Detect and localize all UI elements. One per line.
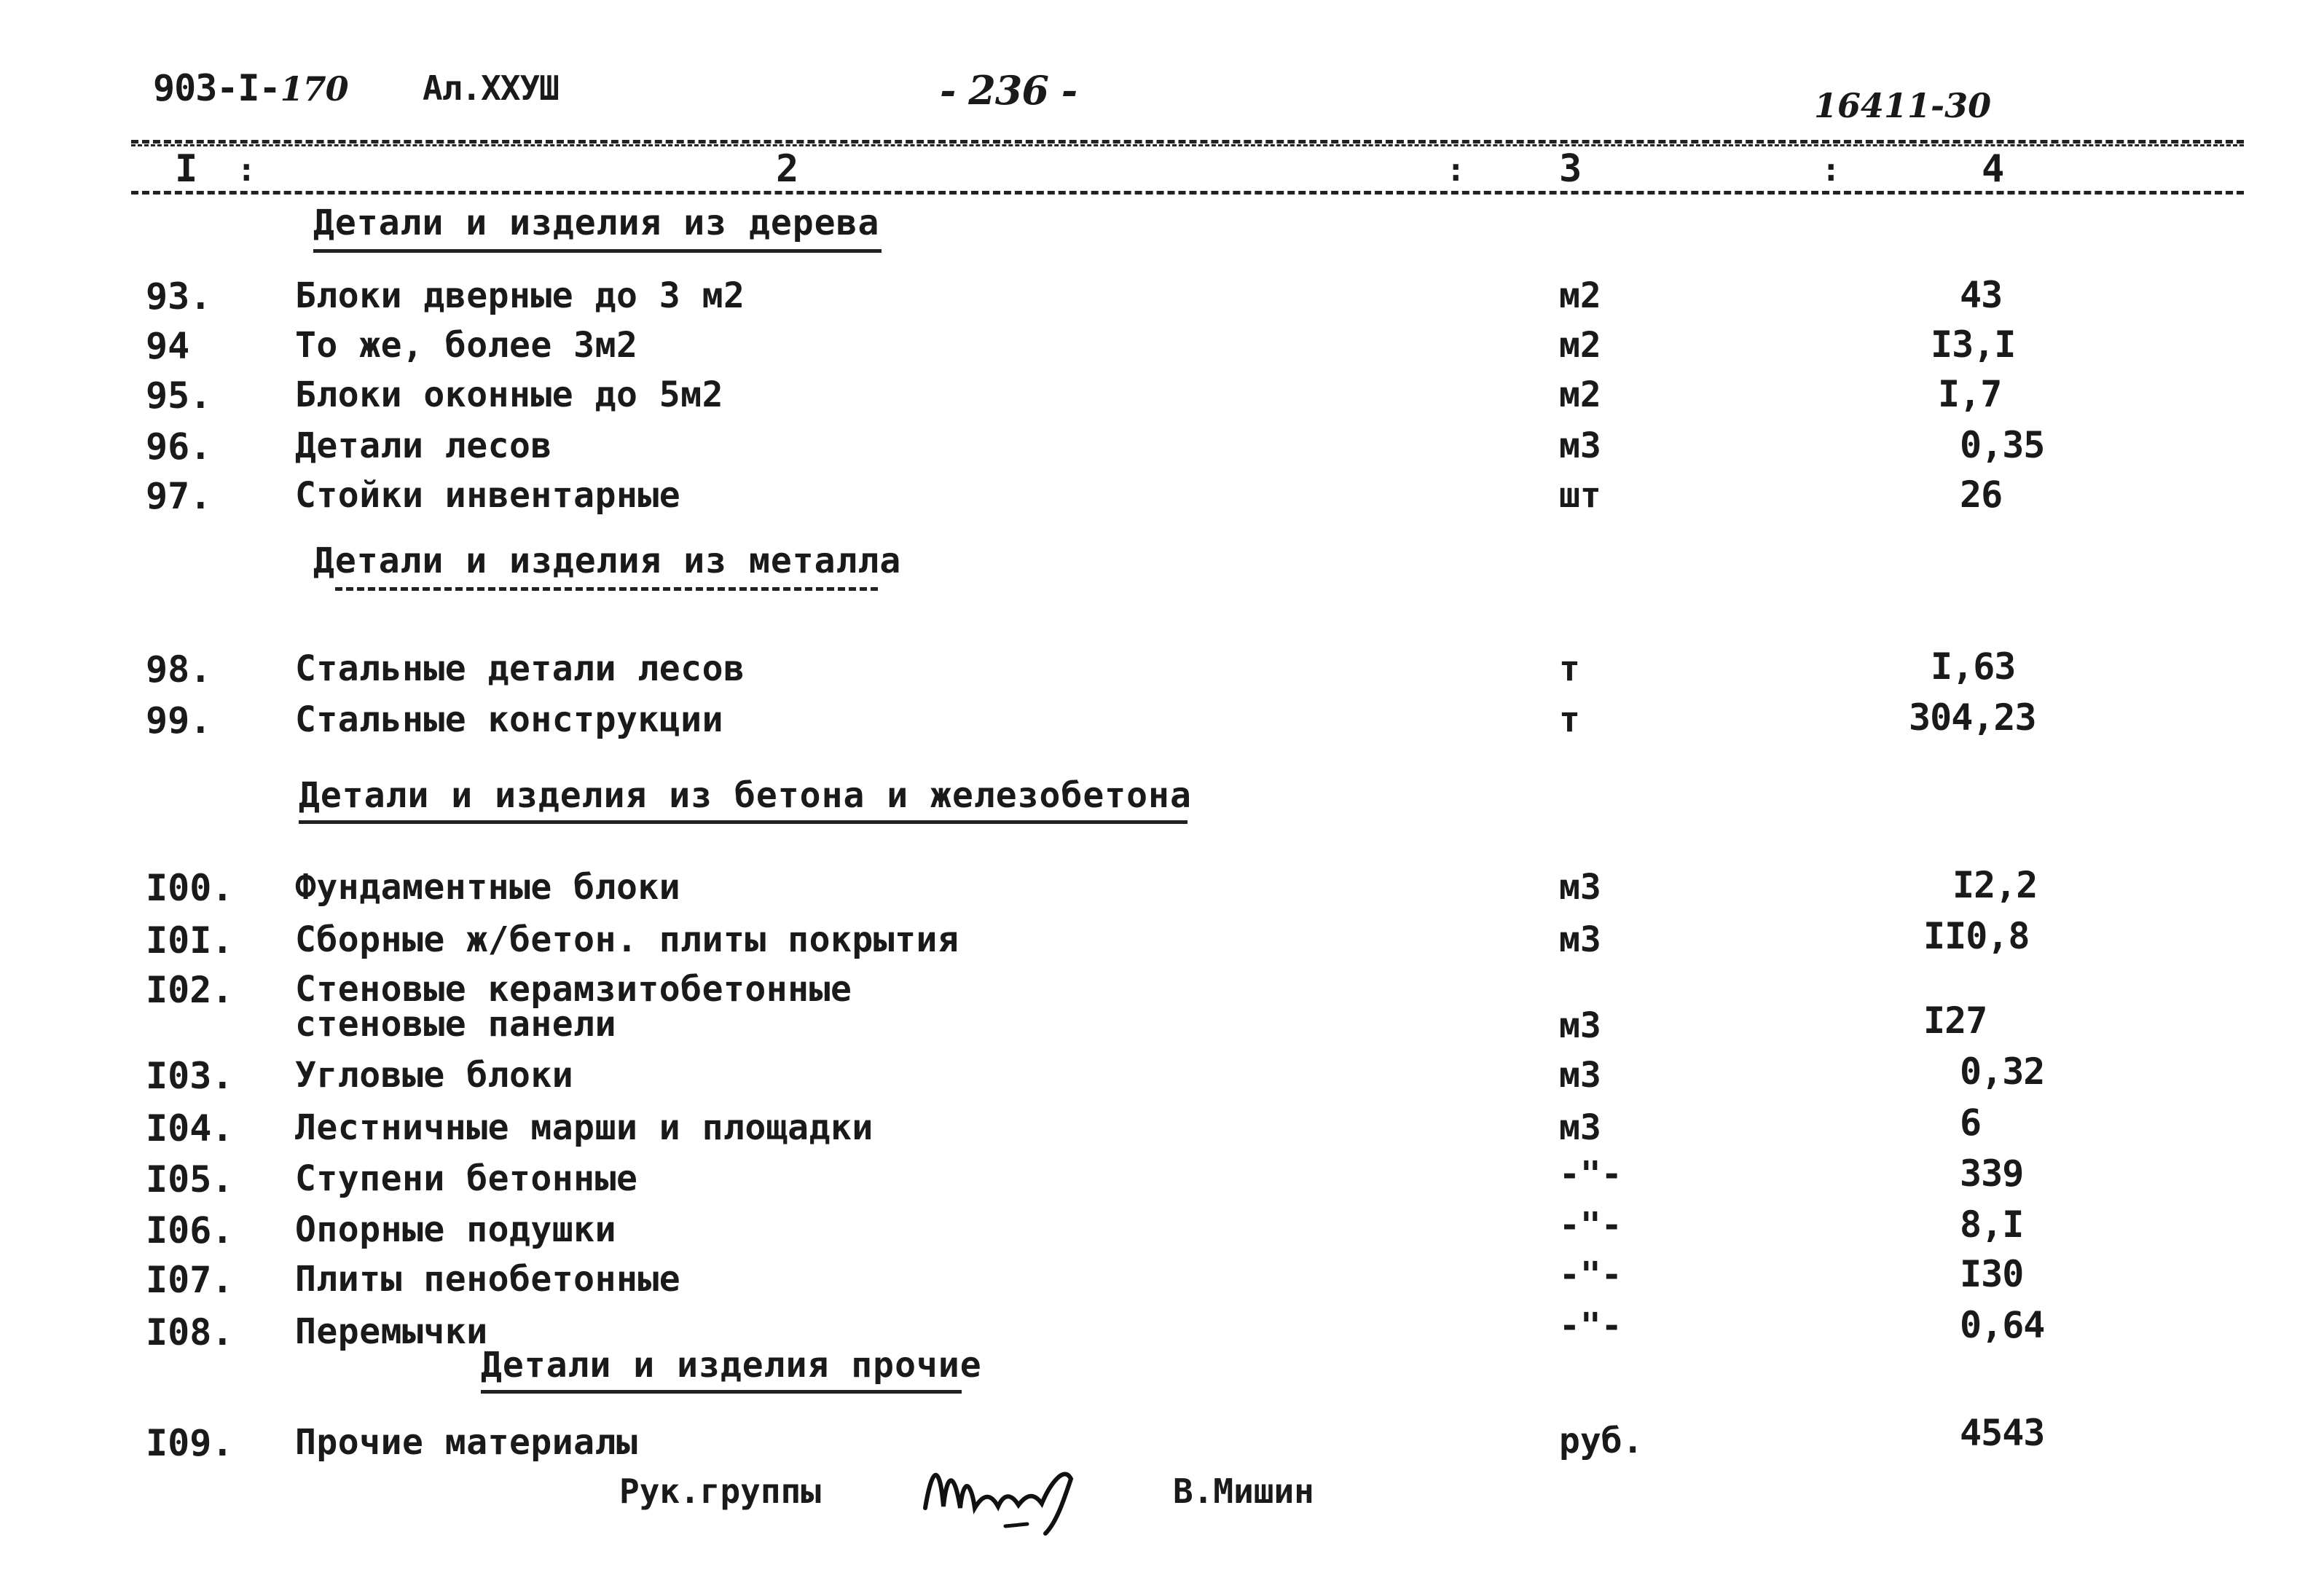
row-quantity: 0,35 bbox=[1960, 424, 2045, 466]
row-quantity: 0,64 bbox=[1960, 1304, 2045, 1346]
row-name: Лестничные марши и площадки bbox=[295, 1107, 874, 1148]
row-name: Стойки инвентарные bbox=[295, 475, 681, 516]
row-number: I06. bbox=[146, 1209, 234, 1252]
row-unit: м3 bbox=[1559, 1005, 1601, 1046]
row-quantity: I2,2 bbox=[1952, 864, 2038, 906]
column-header-2: 2 bbox=[776, 147, 799, 191]
column-separator: : bbox=[1446, 152, 1466, 189]
row-number: 95. bbox=[146, 374, 212, 417]
signature-name: В.Мишин bbox=[1173, 1472, 1314, 1511]
row-unit: м2 bbox=[1559, 374, 1601, 415]
handwritten-signature-icon bbox=[918, 1450, 1137, 1537]
row-number: I03. bbox=[146, 1055, 234, 1097]
row-quantity: I,63 bbox=[1931, 645, 2016, 688]
row-name-continued: стеновые панели bbox=[295, 1004, 616, 1045]
row-quantity: I30 bbox=[1960, 1253, 2024, 1295]
row-quantity: 304,23 bbox=[1909, 696, 2036, 739]
row-name: Опорные подушки bbox=[295, 1209, 616, 1250]
row-name: Плиты пенобетонные bbox=[295, 1259, 681, 1300]
row-number: I02. bbox=[146, 969, 234, 1011]
row-unit: шт bbox=[1559, 475, 1601, 516]
row-name: Стальные конструкции bbox=[295, 699, 723, 740]
row-name: Детали лесов bbox=[295, 425, 552, 466]
row-quantity: I3,I bbox=[1931, 323, 2016, 366]
row-quantity: I27 bbox=[1923, 999, 1987, 1042]
column-separator: : bbox=[237, 152, 256, 189]
section-underline bbox=[299, 820, 1187, 824]
row-quantity: I,7 bbox=[1938, 373, 2002, 415]
row-quantity: 26 bbox=[1960, 474, 2003, 516]
row-unit: руб. bbox=[1559, 1421, 1644, 1461]
row-name: Блоки дверные до 3 м2 bbox=[295, 275, 745, 316]
row-unit: -"- bbox=[1559, 1305, 1622, 1346]
album-label: Ал.XXУШ bbox=[423, 68, 559, 108]
section-underline bbox=[335, 587, 878, 591]
row-number: 96. bbox=[146, 425, 212, 468]
row-quantity: 0,32 bbox=[1960, 1050, 2045, 1093]
column-header-4: 4 bbox=[1982, 147, 2005, 191]
row-quantity: 43 bbox=[1960, 274, 2003, 316]
section-title-wood: Детали и изделия из дерева bbox=[313, 203, 880, 243]
column-separator: : bbox=[1821, 152, 1841, 189]
row-quantity: 6 bbox=[1960, 1101, 1982, 1144]
row-unit: м2 bbox=[1559, 325, 1601, 366]
row-unit: -"- bbox=[1559, 1205, 1622, 1246]
row-unit: м3 bbox=[1559, 425, 1601, 466]
row-quantity: 339 bbox=[1960, 1152, 2024, 1195]
page-number: - 236 - bbox=[940, 67, 1077, 114]
row-number: I04. bbox=[146, 1107, 234, 1150]
column-header-3: 3 bbox=[1559, 147, 1582, 191]
row-unit: м3 bbox=[1559, 1055, 1601, 1096]
section-underline bbox=[313, 249, 882, 253]
row-name: Стеновые керамзитобетонные bbox=[295, 969, 852, 1010]
inventory-number: 16411-30 bbox=[1814, 86, 1992, 125]
row-number: I0I. bbox=[146, 919, 234, 962]
row-number: I05. bbox=[146, 1158, 234, 1201]
doc-code-printed: 903-I- bbox=[153, 67, 280, 109]
section-title-other: Детали и изделия прочие bbox=[481, 1345, 982, 1386]
row-unit: м3 bbox=[1559, 919, 1601, 960]
row-number: 93. bbox=[146, 275, 212, 318]
row-name: Угловые блоки bbox=[295, 1055, 574, 1096]
header-rule-top bbox=[131, 140, 2244, 144]
row-number: I00. bbox=[146, 867, 234, 909]
row-name: Фундаментные блоки bbox=[295, 867, 681, 908]
row-name: Перемычки bbox=[295, 1311, 488, 1352]
row-unit: т bbox=[1559, 699, 1580, 740]
section-title-metal: Детали и изделия из металла bbox=[313, 541, 902, 581]
row-number: 97. bbox=[146, 475, 212, 517]
row-unit: м2 bbox=[1559, 275, 1601, 316]
row-name: Прочие материалы bbox=[295, 1422, 638, 1463]
row-quantity: II0,8 bbox=[1923, 915, 2030, 957]
row-number: 98. bbox=[146, 648, 212, 691]
doc-code bbox=[153, 67, 348, 109]
header-rule-top-2 bbox=[131, 144, 2244, 146]
row-number: I07. bbox=[146, 1259, 234, 1301]
row-unit: -"- bbox=[1559, 1154, 1622, 1195]
row-quantity: 8,I bbox=[1960, 1203, 2024, 1246]
doc-code-handwritten: 170 bbox=[280, 69, 348, 109]
row-unit: -"- bbox=[1559, 1254, 1622, 1295]
column-header-1: I bbox=[175, 147, 198, 191]
row-number: 99. bbox=[146, 699, 212, 742]
row-name: Стальные детали лесов bbox=[295, 648, 745, 689]
header-rule-bottom bbox=[131, 191, 2244, 195]
row-number: I08. bbox=[146, 1311, 234, 1354]
row-name: Ступени бетонные bbox=[295, 1158, 638, 1199]
row-quantity: 4543 bbox=[1960, 1412, 2045, 1454]
row-name: Блоки оконные до 5м2 bbox=[295, 374, 723, 415]
row-number: 94 bbox=[146, 325, 190, 367]
row-unit: м3 bbox=[1559, 1107, 1601, 1148]
row-name: Сборные ж/бетон. плиты покрытия bbox=[295, 919, 959, 960]
row-unit: м3 bbox=[1559, 867, 1601, 908]
section-title-concrete: Детали и изделия из бетона и железобетона bbox=[299, 775, 1192, 816]
row-unit: т bbox=[1559, 648, 1580, 689]
signature-role: Рук.группы bbox=[619, 1472, 821, 1511]
section-underline bbox=[481, 1390, 962, 1394]
row-number: I09. bbox=[146, 1422, 234, 1464]
row-name: То же, более 3м2 bbox=[295, 325, 638, 366]
